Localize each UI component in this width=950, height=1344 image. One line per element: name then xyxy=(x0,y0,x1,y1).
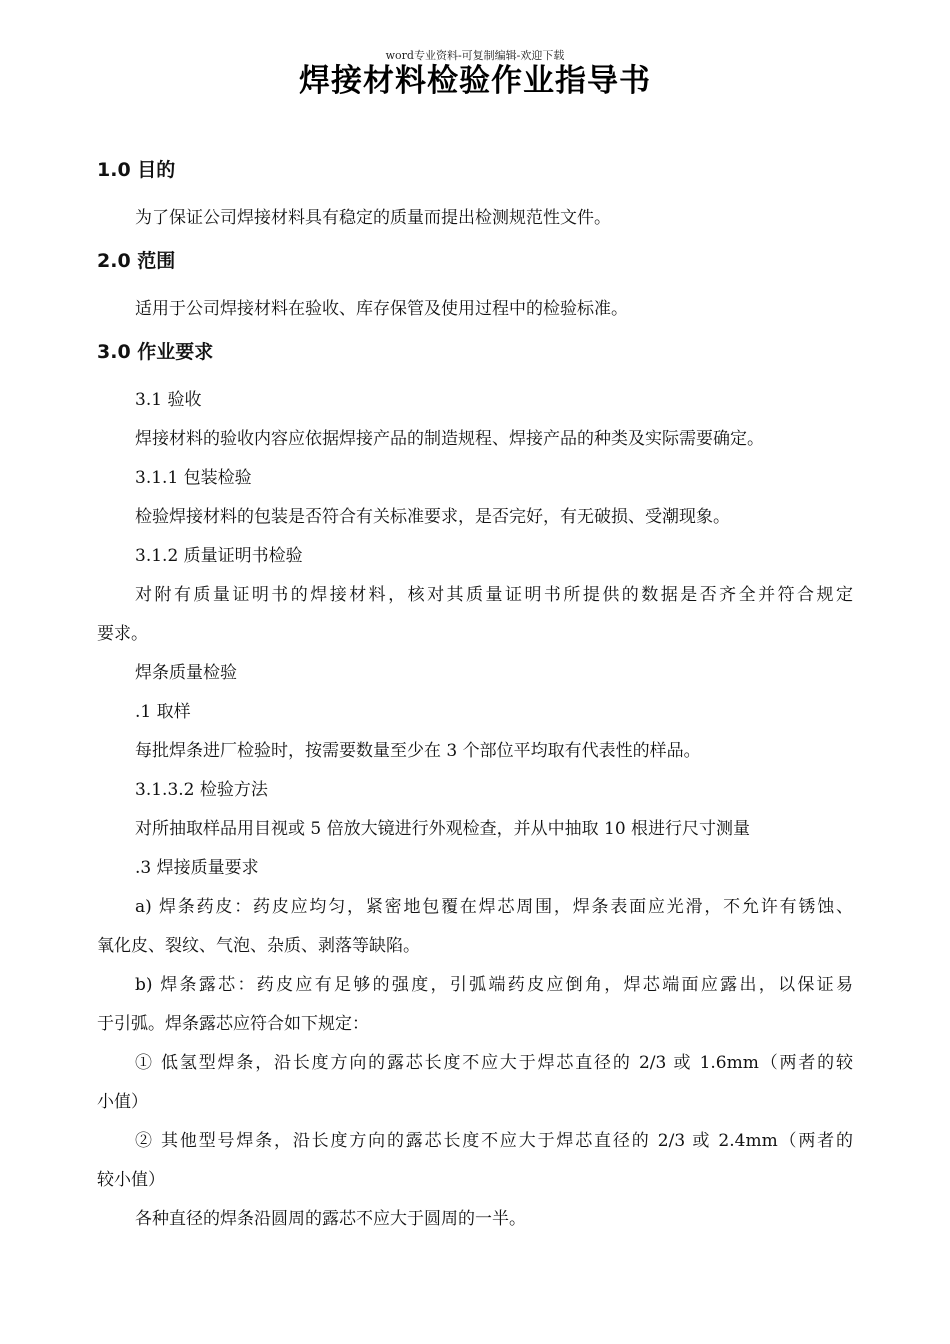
section-heading-purpose: 1.0 目的 xyxy=(97,159,176,181)
subsection-heading: 3.1 验收 xyxy=(135,390,202,410)
paragraph-line: 小值） xyxy=(97,1092,148,1112)
subsection-heading: 焊条质量检验 xyxy=(135,663,237,683)
subsection-heading: 3.1.3.2 检验方法 xyxy=(135,780,268,800)
paragraph: 每批焊条进厂检验时，按需要数量至少在 3 个部位平均取有代表性的样品。 xyxy=(135,741,701,761)
paragraph-line: ② 其他型号焊条，沿长度方向的露芯长度不应大于焊芯直径的 2/3 或 2.4mm（两者的 xyxy=(135,1131,853,1151)
paragraph-line: 要求。 xyxy=(97,624,148,644)
subsection-heading: 3.1.1 包装检验 xyxy=(135,468,252,488)
paragraph: 检验焊接材料的包装是否符合有关标准要求，是否完好，有无破损、受潮现象。 xyxy=(135,507,730,527)
paragraph-line: ① 低氢型焊条，沿长度方向的露芯长度不应大于焊芯直径的 2/3 或 1.6mm（两者的较 xyxy=(135,1053,853,1073)
subsection-heading: 3.1.2 质量证明书检验 xyxy=(135,546,303,566)
section-heading-requirements: 3.0 作业要求 xyxy=(97,341,214,363)
paragraph: 各种直径的焊条沿圆周的露芯不应大于圆周的一半。 xyxy=(135,1209,526,1229)
paragraph: 对所抽取样品用目视或 5 倍放大镜进行外观检查，并从中抽取 10 根进行尺寸测量 xyxy=(135,819,751,839)
subsection-heading: .1 取样 xyxy=(135,702,191,722)
paragraph: 为了保证公司焊接材料具有稳定的质量而提出检测规范性文件。 xyxy=(135,208,611,228)
section-heading-scope: 2.0 范围 xyxy=(97,250,176,272)
paragraph: 适用于公司焊接材料在验收、库存保管及使用过程中的检验标准。 xyxy=(135,299,628,319)
subsection-heading: .3 焊接质量要求 xyxy=(135,858,259,878)
page-header: word专业资料-可复制编辑-欢迎下载 xyxy=(385,49,565,62)
paragraph-line: 氧化皮、裂纹、气泡、杂质、剥落等缺陷。 xyxy=(97,936,420,956)
paragraph-line: a) 焊条药皮：药皮应均匀，紧密地包覆在焊芯周围，焊条表面应光滑，不允许有锈蚀、 xyxy=(135,897,853,917)
paragraph-line: b) 焊条露芯：药皮应有足够的强度，引弧端药皮应倒角，焊芯端面应露出，以保证易 xyxy=(135,975,853,995)
document-title: 焊接材料检验作业指导书 xyxy=(299,63,651,99)
paragraph-line: 较小值） xyxy=(97,1170,165,1190)
paragraph: 焊接材料的验收内容应依据焊接产品的制造规程、焊接产品的种类及实际需要确定。 xyxy=(135,429,764,449)
paragraph-line: 于引弧。焊条露芯应符合如下规定： xyxy=(97,1014,369,1034)
paragraph-line: 对附有质量证明书的焊接材料，核对其质量证明书所提供的数据是否齐全并符合规定 xyxy=(135,585,853,605)
